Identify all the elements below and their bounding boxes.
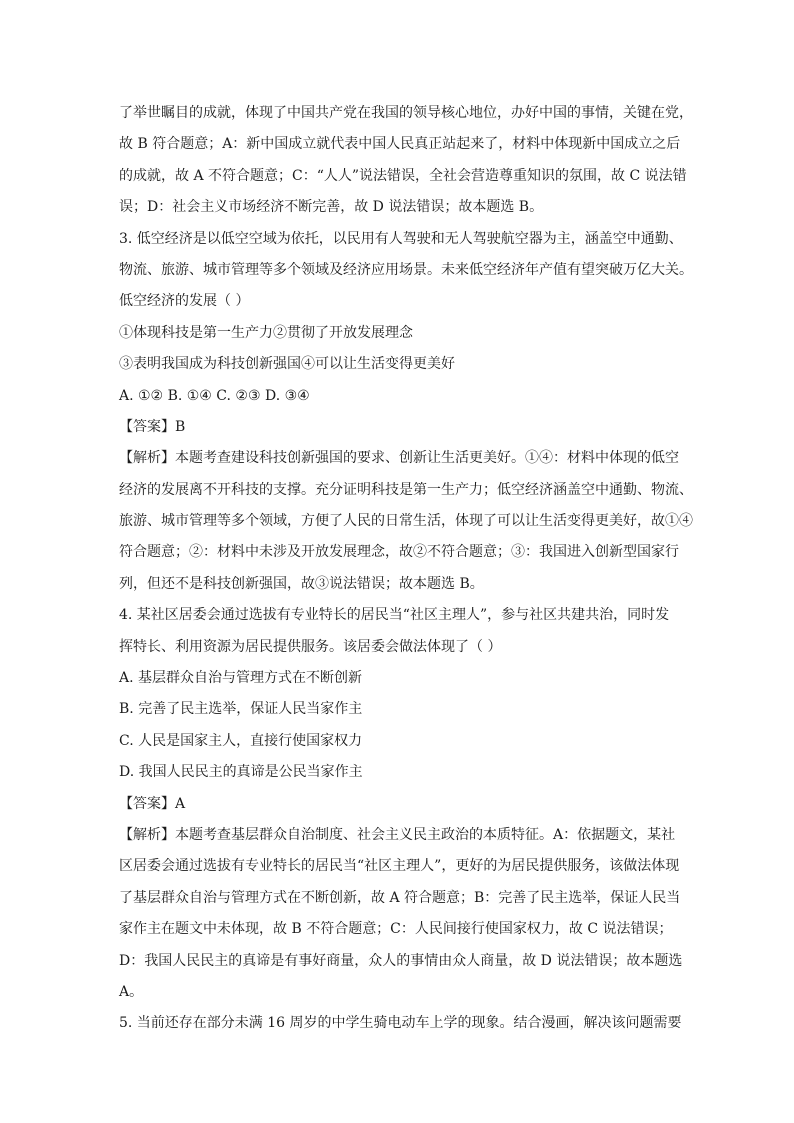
question-3 — [119, 224, 693, 601]
option-d: D. 我国人民民主的真谛是公民当家作主 — [119, 764, 363, 781]
statement-line: ③表明我国成为科技创新强国④可以让生活变得更美好 — [119, 356, 455, 373]
analysis-line: 了基层群众自治与管理方式在不断创新，故 A 符合题意；B：完善了民主选举，保证人民当 — [119, 889, 681, 906]
analysis-line: D：我国人民民主的真谛是有事好商量，众人的事情由众人商量，故 D 说法错误；故本题选 — [119, 952, 683, 969]
document-page — [119, 98, 693, 1040]
option-b: B. 完善了民主选举，保证人民当家作主 — [119, 701, 363, 718]
analysis-line: 家作主在题文中未体现，故 B 不符合题意；C：人民间接行使国家权力，故 C 说法错误； — [119, 921, 673, 938]
text-line: 的成就，故 A 不符合题意；C：“人人”说法错误，全社会营造尊重知识的氛围，故 C 说法错 — [119, 167, 687, 184]
answer-options: A. ①② B. ①④ C. ②③ D. ③④ — [119, 387, 310, 404]
question-stem-line: 4. 某社区居委会通过选拔有专业特长的居民当“社区主理人”，参与社区共建共治，同时发 — [119, 607, 670, 624]
text-line: 故 B 符合题意；A：新中国成立就代表中国人民真正站起来了，材料中体现新中国成立之后 — [119, 136, 681, 153]
previous-analysis-continuation — [119, 98, 693, 224]
statement-line: ①体现科技是第一生产力②贯彻了开放发展理念 — [119, 324, 413, 341]
analysis-line: 符合题意；②：材料中未涉及开放发展理念，故②不符合题意；③：我国进入创新型国家行 — [119, 544, 679, 561]
analysis-line: A。 — [119, 983, 144, 1000]
analysis-line: 经济的发展离不开科技的支撑。充分证明科技是第一生产力；低空经济涵盖空中通勤、物流、 — [119, 481, 693, 498]
question-5 — [119, 1008, 685, 1039]
question-stem-line: 5. 当前还存在部分未满 16 周岁的中学生骑电动车上学的现象。结合漫画，解决该问题需要 — [119, 1015, 682, 1032]
question-stem-line: 低空经济的发展（ ） — [119, 293, 250, 310]
analysis-line: 区居委会通过选拔有专业特长的居民当“社区主理人”，更好的为居民提供服务，该做法体现 — [119, 858, 680, 875]
analysis-line: 【解析】本题考查建设科技创新强国的要求、创新让生活更美好。①④：材料中体现的低空 — [119, 450, 679, 467]
analysis-line: 列，但还不是科技创新强国，故③说法错误；故本题选 B。 — [119, 575, 484, 592]
answer-label: 【答案】A — [119, 795, 186, 812]
option-c: C. 人民是国家主人，直接行使国家权力 — [119, 732, 363, 749]
answer-label: 【答案】B — [119, 418, 186, 435]
question-stem-line: 挥特长、利用资源为居民提供服务。该居委会做法体现了（ ） — [119, 638, 502, 655]
question-stem-line: 物流、旅游、城市管理等多个领域及经济应用场景。未来低空经济年产值有望突破万亿大关。 — [119, 261, 693, 278]
text-line: 了举世瞩目的成就，体现了中国共产党在我国的领导核心地位，办好中国的事情，关键在党， — [119, 105, 693, 121]
question-4 — [119, 600, 685, 1008]
text-line: 误；D：社会主义市场经济不断完善，故 D 说法错误；故本题选 B。 — [119, 199, 544, 216]
analysis-line: 旅游、城市管理等多个领域，方便了人民的日常生活，体现了可以让生活变得更美好，故①④ — [119, 513, 693, 530]
analysis-line: 【解析】本题考查基层群众自治制度、社会主义民主政治的本质特征。A：依据题文，某社 — [119, 826, 676, 843]
question-stem-line: 3. 低空经济是以低空空域为依托，以民用有人驾驶和无人驾驶航空器为主，涵盖空中通勤、 — [119, 230, 683, 247]
option-a: A. 基层群众自治与管理方式在不断创新 — [119, 670, 363, 687]
